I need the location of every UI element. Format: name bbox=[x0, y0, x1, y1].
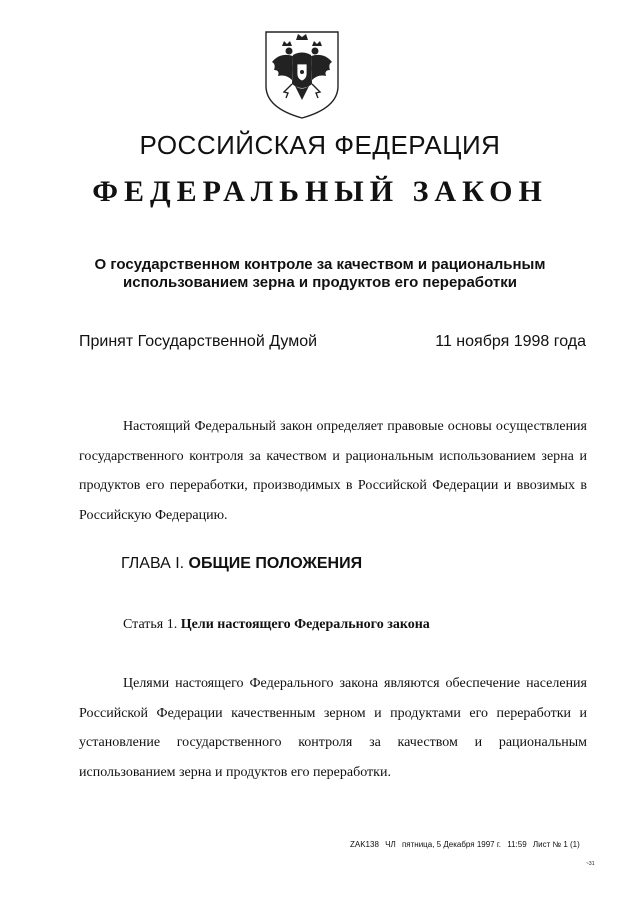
coat-of-arms-emblem bbox=[262, 28, 342, 120]
article-name: Цели настоящего Федерального закона bbox=[180, 617, 430, 632]
country-heading: РОССИЙСКАЯ ФЕДЕРАЦИЯ bbox=[139, 130, 501, 160]
law-title bbox=[60, 256, 580, 292]
chapter-number: ГЛАВА I. bbox=[121, 555, 185, 572]
adoption-date: 11 ноября 1998 года bbox=[435, 333, 586, 350]
law-type-heading: ФЕДЕРАЛЬНЫЙ ЗАКОН bbox=[92, 175, 548, 208]
footer-doc-code: ZAK138 bbox=[350, 840, 379, 849]
footer-time: 11:59 bbox=[507, 840, 527, 849]
adopted-by-label: Принят Государственной Думой bbox=[79, 333, 318, 350]
chapter-name: ОБЩИЕ ПОЛОЖЕНИЯ bbox=[188, 555, 363, 572]
corner-mark: ~31 bbox=[586, 861, 595, 867]
page-footer bbox=[350, 840, 584, 849]
adoption-row bbox=[79, 333, 586, 351]
footer-sheet: Лист № 1 (1) bbox=[532, 840, 580, 849]
footer-author: ЧЛ bbox=[385, 840, 396, 849]
article-number: Статья 1. bbox=[123, 617, 178, 632]
preamble-paragraph: Настоящий Федеральный закон определяет правовые основы осуществления государственного контроля за качеством и рациональным использованием зерна и продуктов его переработки, производимых в Российской Федерации и ввозимых в Российскую Федерацию. bbox=[79, 419, 587, 523]
footer-timestamp: пятница, 5 Декабря 1997 г. bbox=[401, 840, 502, 849]
article-heading bbox=[123, 617, 430, 633]
law-title-line-2: использованием зерна и продуктов его переработки bbox=[123, 274, 517, 291]
article-1-paragraph: Целями настоящего Федерального закона являются обеспечение населения Российской Федерации качественным зерном и продуктами его переработки и установление государственного контроля за качеством и рациональным использованием зерна и продуктов его переработки. bbox=[79, 676, 587, 780]
chapter-heading bbox=[121, 555, 362, 573]
law-title-line-1: О государственном контроле за качеством и рациональным bbox=[94, 256, 546, 273]
